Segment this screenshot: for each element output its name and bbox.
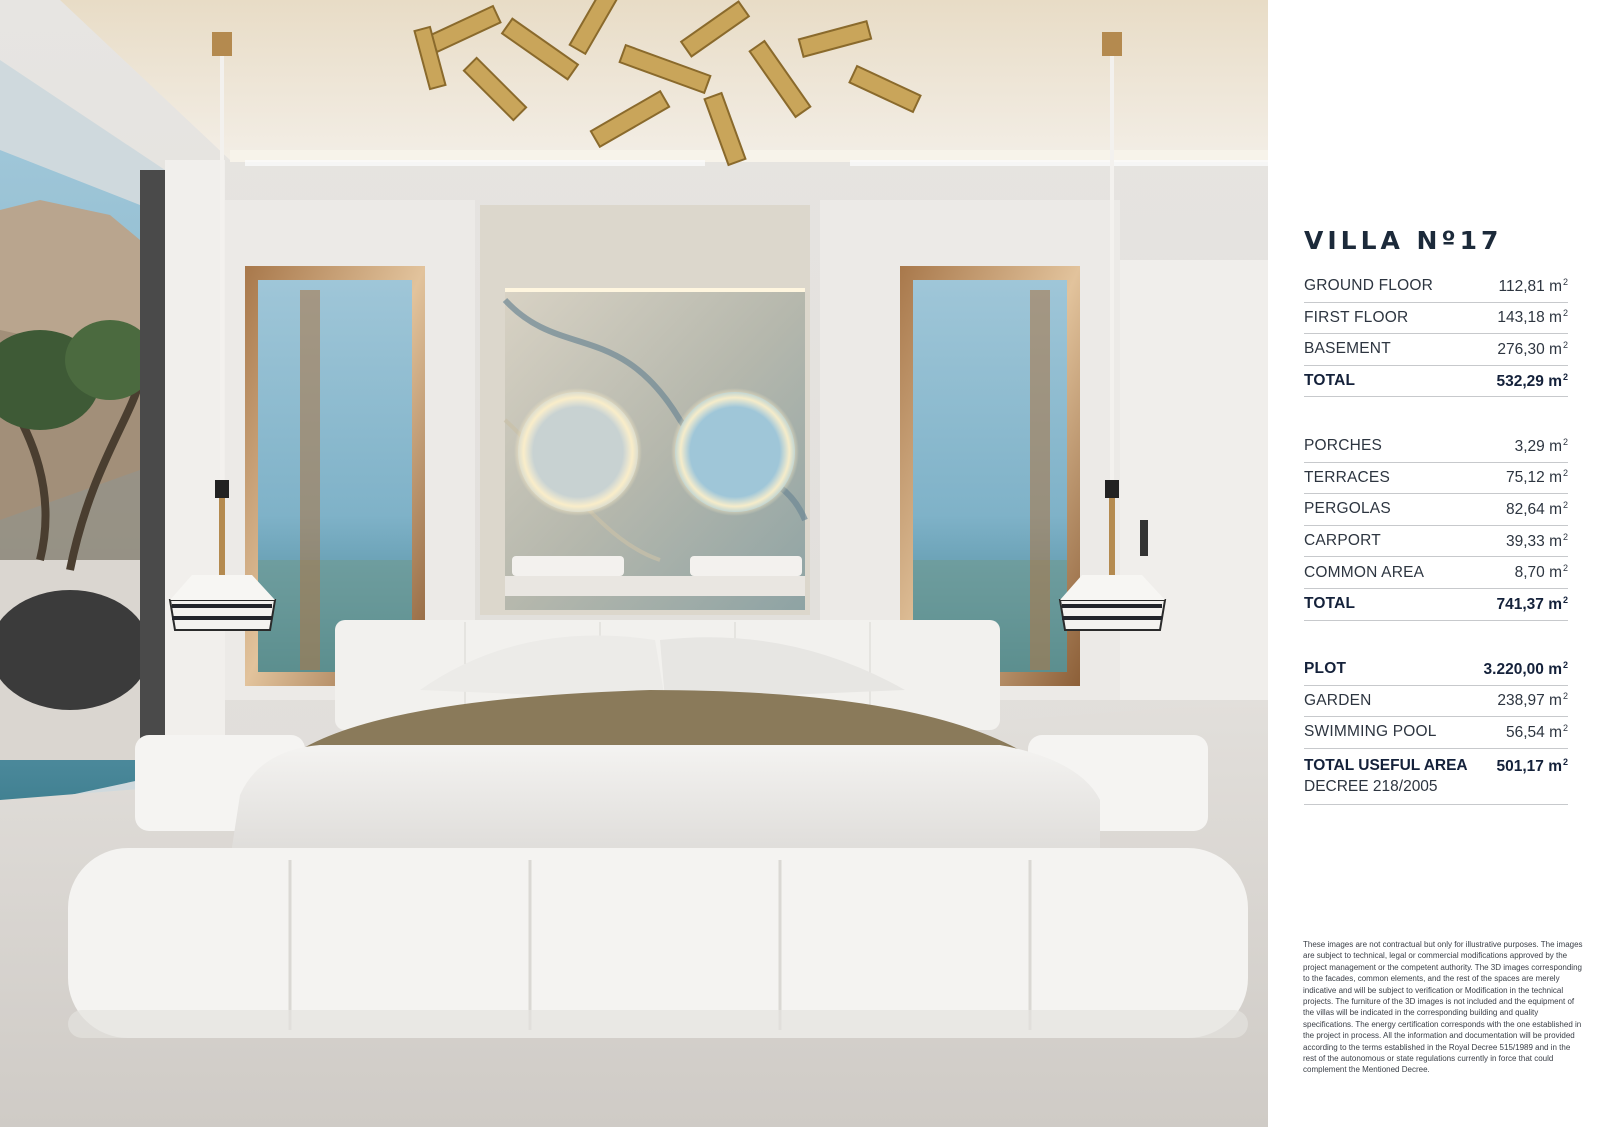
spec-value: 741,37 $m^2$ [1496, 594, 1568, 613]
spec-row-total-useful-area [1304, 749, 1568, 805]
spec-row-porches [1304, 431, 1568, 463]
villa-title: VILLA Nº17 [1304, 226, 1503, 255]
useful-area-labels [1304, 757, 1468, 796]
spec-value: 8,70 $m^2$ [1514, 563, 1568, 582]
spec-row-first-floor [1304, 303, 1568, 335]
spec-row-swimming-pool [1304, 717, 1568, 749]
spec-value: 532,29 $m^2$ [1496, 371, 1568, 390]
useful-area-label: TOTAL USEFUL AREA [1304, 756, 1468, 774]
spec-value: 143,18 $m^2$ [1497, 308, 1568, 327]
spec-panel [1268, 0, 1600, 1127]
spec-row-total-outdoor [1304, 589, 1568, 621]
spec-label: TOTAL [1304, 595, 1356, 613]
spec-row-carport [1304, 526, 1568, 558]
spec-row-total-built [1304, 366, 1568, 398]
built-areas-table [1304, 271, 1568, 397]
spec-label: SWIMMING POOL [1304, 723, 1437, 741]
spec-value: 75,12 $m^2$ [1505, 468, 1568, 487]
spec-value: 56,54 $m^2$ [1505, 722, 1568, 741]
spec-label: BASEMENT [1304, 340, 1391, 358]
spec-label: GARDEN [1304, 691, 1372, 709]
spec-value: 112,81 $m^2$ [1498, 276, 1568, 295]
spec-value: 3,29 $m^2$ [1514, 436, 1568, 455]
spec-label: COMMON AREA [1304, 563, 1425, 581]
spec-value: 82,64 $m^2$ [1505, 499, 1568, 518]
spec-value: 238,97 $m^2$ [1497, 691, 1568, 710]
spec-label: TERRACES [1304, 468, 1391, 486]
plot-areas-table [1304, 654, 1568, 805]
spec-label: FIRST FLOOR [1304, 308, 1409, 326]
spec-label: TOTAL [1304, 372, 1356, 390]
useful-area-decree: DECREE 218/2005 [1304, 777, 1438, 795]
spec-label: GROUND FLOOR [1304, 277, 1433, 295]
spec-row-terraces [1304, 463, 1568, 495]
spec-label: CARPORT [1304, 532, 1381, 550]
spec-row-plot [1304, 654, 1568, 686]
spec-label: PORCHES [1304, 437, 1383, 455]
spec-label: PLOT [1304, 660, 1347, 678]
spec-row-basement [1304, 334, 1568, 366]
spec-row-common-area [1304, 557, 1568, 589]
spec-row-garden [1304, 686, 1568, 718]
spec-label: PERGOLAS [1304, 500, 1391, 518]
spec-value: 501,17 $m^2$ [1496, 756, 1568, 775]
spec-value: 3.220,00 $m^2$ [1483, 659, 1568, 678]
spec-row-ground-floor [1304, 271, 1568, 303]
outdoor-areas-table [1304, 431, 1568, 621]
spec-row-pergolas [1304, 494, 1568, 526]
spec-value: 39,33 $m^2$ [1505, 531, 1568, 550]
legal-disclaimer: These images are not contractual but only for illustrative purposes. The images are subject to technical, legal or commercial modifications approved by the project management or the competent authority. The 3D images corresponding to the facades, common elements, and the rest of the spaces are merely indicative and will be subject to verification or Modification in the technical projects. The furniture of the 3D images is not included and the equipment of the villas will be indicated in the corresponding building and quality specifications. The energy certification corresponds with the one established in the project in process. All the information and documentation will be provided according to the terms established in the Royal Decree 515/1989 and in the rest of the autonomous or state regulations currently in force that could complement the Mentioned Decree. [1303, 940, 1583, 1075]
spec-value: 276,30 $m^2$ [1497, 339, 1568, 358]
